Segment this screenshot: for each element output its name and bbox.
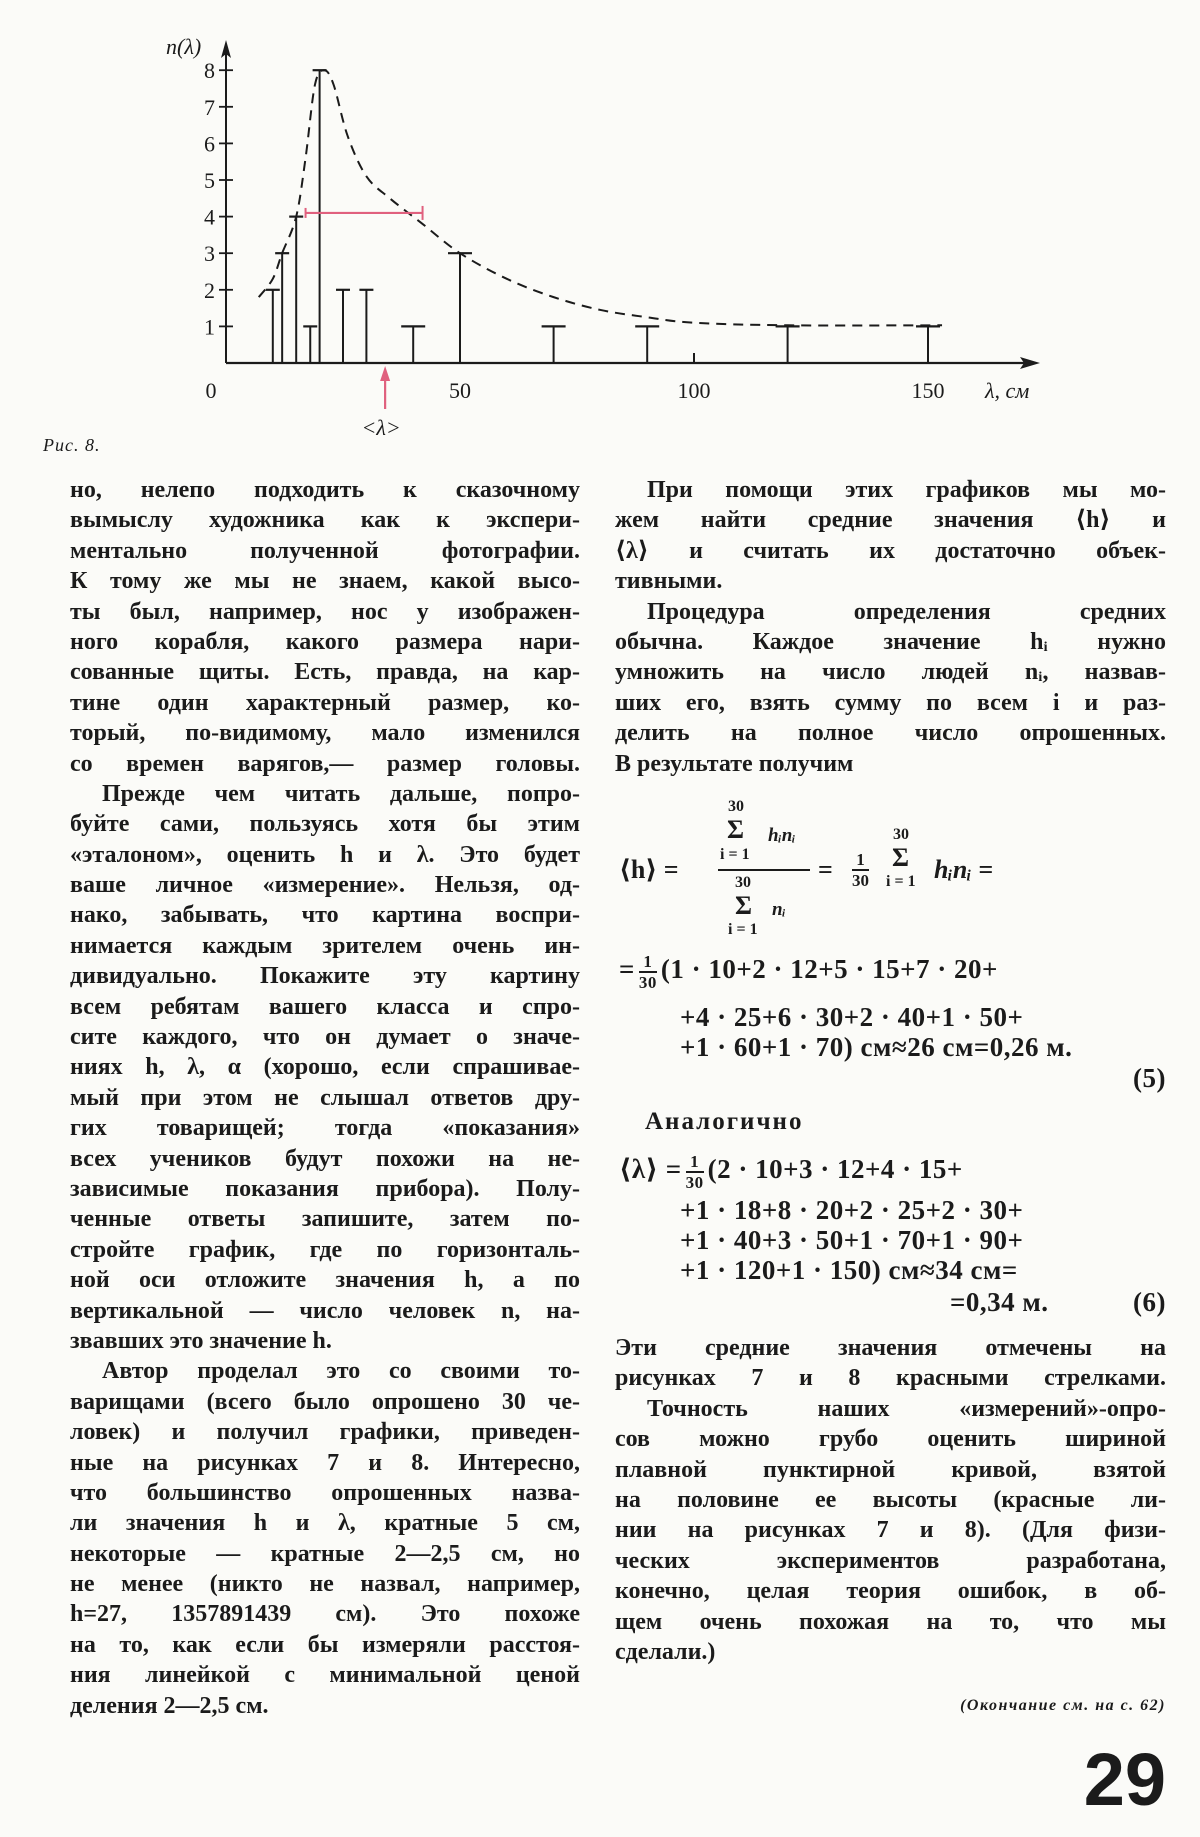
text-line: ной оси отложите значения h, а по [70, 1267, 580, 1294]
text-line: Процедура определения средних [647, 598, 1166, 625]
x-tick-label: 100 [677, 378, 711, 403]
text-line: деления 2—2,5 см. [70, 1692, 269, 1719]
x-tick-label: 0 [205, 378, 217, 403]
text-line: на то, как если бы измеряли расстоя- [70, 1631, 580, 1658]
equals-sign: = [619, 954, 635, 985]
text-line: ваше личное «измерение». Нельзя, од- [70, 872, 580, 899]
analogous-label: Аналогично [645, 1108, 804, 1135]
text-line: ного корабля, какого размера нари- [70, 628, 580, 655]
sum-lower: i = 1 [728, 921, 758, 938]
text-line: Эти средние значения отмечены на [615, 1335, 1166, 1361]
denominator-term: nᵢ [772, 899, 786, 920]
continuation-note: (Окончание см. на с. 62) [960, 1697, 1166, 1714]
text-line: что большинство опрошенных назва- [70, 1479, 580, 1506]
y-tick-label: 8 [204, 58, 215, 84]
text-line: сованные щиты. Есть, правда, на кар- [70, 659, 580, 686]
text-line: К тому же мы не знаем, какой высо- [70, 568, 580, 595]
text-line: вымыслу художника как к экспери- [70, 507, 580, 534]
text-line: ших его, взять сумму по всем i и раз- [615, 689, 1166, 716]
text-line: дивидуально. Покажите эту картину [70, 963, 580, 990]
formula-lambda-line-2: +1 · 18+8 · 20+2 · 25+2 · 30+ [680, 1195, 1024, 1225]
text-line: тивными. [615, 568, 723, 595]
text-line: всех учеников будут похожи на не- [70, 1145, 580, 1172]
fit-curve-dashed [259, 70, 942, 325]
y-tick-label: 1 [204, 314, 215, 340]
formula-text: (2 · 10+3 · 12+4 · 15+ [707, 1154, 963, 1185]
mean-arrow-icon [380, 366, 390, 381]
text-line: зависимые показания прибора). Полу- [70, 1175, 580, 1202]
sum-upper: 30 [735, 874, 751, 891]
formula-h-line-3: +1 · 60+1 · 70) см≈26 см=0,26 м. [680, 1032, 1073, 1062]
numerator: 1 [852, 850, 869, 871]
text-line: жем найти средние значения ⟨h⟩ и [615, 507, 1166, 534]
rhs-term: hᵢnᵢ = [934, 855, 994, 884]
text-line: делить на полное число опрошенных. [615, 720, 1166, 747]
x-axis-label: λ, см [985, 378, 1030, 403]
text-line: нии на рисунках 7 и 8). (Для физи- [615, 1517, 1166, 1544]
text-line: звавших это значение h. [70, 1327, 332, 1354]
text-line: обычна. Каждое значение hᵢ нужно [615, 628, 1166, 655]
sum-lower: i = 1 [720, 846, 750, 863]
y-axis-label: n(λ) [166, 34, 202, 59]
text-line: мый при этом не слышал ответов дру- [70, 1084, 580, 1111]
text-line: ниях h, λ, α (хорошо, если спрашивае- [70, 1054, 580, 1081]
text-line: ли значения h и λ, кратные 5 см, [70, 1510, 580, 1537]
y-tick-label: 5 [204, 168, 215, 193]
formula-h-lhs: ⟨h⟩ = [619, 855, 679, 884]
text-line: буйте сами, пользуясь хотя бы этим [70, 811, 580, 838]
text-line: h=27, 1357891439 см). Это похоже [70, 1601, 580, 1628]
text-line: ловек) и получил графики, приведен- [70, 1419, 580, 1446]
right-column-top [615, 475, 1166, 779]
equation-number-5: (5) [1133, 1063, 1166, 1093]
text-line: варищами (всего было опрошено 30 че- [70, 1388, 580, 1415]
text-line: конечно, целая теория ошибок, в об- [615, 1578, 1166, 1605]
y-tick-label: 4 [204, 204, 215, 230]
text-line: Прежде чем читать дальше, попро- [102, 780, 580, 807]
sigma-symbol: Σ [735, 891, 752, 920]
equation-number-6: (6) [1133, 1287, 1166, 1317]
figure-8-chart [0, 0, 1200, 460]
formula-lambda-line-1 [619, 1152, 963, 1192]
sum-lower: i = 1 [886, 873, 916, 890]
text-line: рисунках 7 и 8 красными стрелками. [615, 1365, 1166, 1392]
text-line: не менее (никто не назвал, например, [70, 1571, 580, 1598]
sigma-symbol: Σ [727, 815, 744, 844]
text-line: гих товарищей; тогда «показания» [70, 1115, 580, 1142]
text-line: сов можно грубо оценить шириной [615, 1426, 1166, 1453]
text-line: ⟨λ⟩ и считать их достаточно объек- [615, 537, 1166, 564]
formula-lambda-line-4: +1 · 120+1 · 150) см≈34 см= [680, 1255, 1018, 1285]
text-line: «эталоном», оценить h и λ. Это будет [70, 841, 580, 868]
x-tick-label: 150 [911, 378, 945, 403]
formula-text: (1 · 10+2 · 12+5 · 15+7 · 20+ [660, 954, 998, 985]
formula-lambda-line-5: =0,34 м. [950, 1287, 1049, 1317]
y-tick-label: 2 [204, 277, 215, 303]
fraction-bar [718, 869, 810, 871]
denominator: 30 [852, 871, 869, 890]
numerator: 1 [686, 1152, 704, 1173]
text-line: вертикальной — число человек n, на- [70, 1297, 580, 1324]
formula-h-line-2: +4 · 25+6 · 30+2 · 40+1 · 50+ [680, 1002, 1024, 1032]
text-line: на половине ее высоты (красные ли- [615, 1486, 1166, 1513]
formula-lambda-line-3: +1 · 40+3 · 50+1 · 70+1 · 90+ [680, 1225, 1024, 1255]
y-tick-label: 3 [204, 241, 215, 267]
right-column-bottom [615, 1333, 1166, 1667]
sum-upper: 30 [893, 826, 909, 843]
sigma-symbol: Σ [892, 843, 909, 872]
numerator: 1 [639, 952, 657, 973]
text-line: щем очень похожая на то, что мы [615, 1608, 1166, 1635]
text-line: ческих экспериментов разработана, [615, 1547, 1166, 1574]
y-tick-label: 6 [204, 131, 215, 157]
text-line: торый, по-видимому, мало изменился [70, 720, 580, 747]
sum-upper: 30 [728, 798, 744, 815]
text-line: но, нелепо подходить к сказочному [70, 477, 580, 503]
text-line: плавной пунктирной кривой, взятой [615, 1456, 1166, 1483]
text-line: ные на рисунках 7 и 8. Интересно, [70, 1449, 580, 1476]
page-number: 29 [1083, 1738, 1166, 1821]
text-line: В результате получим [615, 750, 854, 777]
formula-lambda-lhs: ⟨λ⟩ = [619, 1154, 682, 1185]
text-line: сите каждого, что он думает о значе- [70, 1024, 580, 1051]
text-line: нимается каждым зрителем очень ин- [70, 932, 580, 959]
text-line: некоторые — кратные 2—2,5 см, но [70, 1540, 580, 1567]
fraction-1-30 [686, 1152, 704, 1192]
text-line: ты был, например, нос у изображен- [70, 598, 580, 625]
mean-marker-label: <λ> [361, 415, 401, 440]
fraction-1-30 [852, 850, 869, 890]
fraction-1-30 [639, 952, 657, 992]
text-line: всем ребятам вашего класса и спро- [70, 993, 580, 1020]
x-tick-label: 50 [449, 378, 471, 403]
y-tick-label: 7 [204, 94, 215, 120]
denominator: 30 [685, 1173, 704, 1192]
text-line: Автор проделал это со своими то- [102, 1358, 580, 1385]
text-line: ния линейкой с минимальной ценой [70, 1662, 580, 1689]
denominator: 30 [638, 973, 657, 992]
text-line: сделали.) [615, 1638, 716, 1665]
text-line: ченные ответы запишите, затем по- [70, 1206, 580, 1233]
equals-sign: = [818, 855, 833, 884]
text-line: со времен варягов,— размер головы. [70, 750, 580, 777]
text-line: ментально полученной фотографии. [70, 537, 580, 564]
figure-caption: Рис. 8. [43, 435, 101, 455]
text-line: При помощи этих графиков мы мо- [647, 477, 1166, 503]
text-line: тине один характерный размер, ко- [70, 689, 580, 716]
text-line: нако, забывать, что картина воспри- [70, 902, 580, 929]
text-line: стройте график, где по горизонталь- [70, 1236, 580, 1263]
formula-h-line-1 [619, 952, 998, 992]
numerator-term: hᵢnᵢ [768, 825, 796, 846]
text-line: умножить на число людей nᵢ, назвав- [615, 659, 1166, 686]
text-line: Точность наших «измерений»-опро- [647, 1395, 1166, 1422]
left-column [70, 475, 580, 1721]
